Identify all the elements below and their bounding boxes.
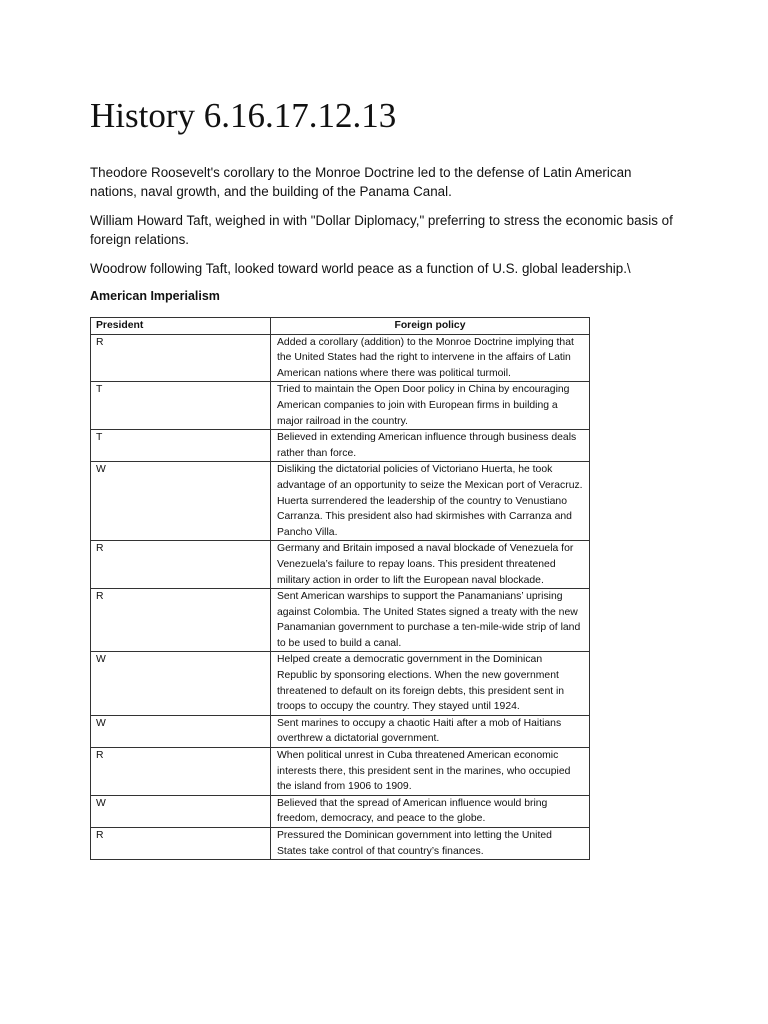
president-cell: W	[91, 795, 271, 827]
policy-cell: Believed in extending American influence through business deals rather than force.	[271, 430, 590, 462]
policy-cell: When political unrest in Cuba threatened American economic interests there, this president sent in the marines, who occupied the island from 1906 to 1909.	[271, 748, 590, 796]
president-cell: R	[91, 828, 271, 860]
president-cell: W	[91, 652, 271, 715]
president-cell: R	[91, 541, 271, 589]
policy-cell: Disliking the dictatorial policies of Victoriano Huerta, he took advantage of an opportunity to seize the Mexican port of Veracruz. Huerta surrendered the leadership of the country to Venustiano Carranza. This president also had skirmishes with Carranza and Pancho Villa.	[271, 462, 590, 541]
table-row	[91, 795, 590, 827]
section-heading: American Imperialism	[90, 289, 220, 303]
policy-cell: Pressured the Dominican government into letting the United States take control of that country’s finances.	[271, 828, 590, 860]
table-header-row	[91, 318, 590, 335]
table-row	[91, 541, 590, 589]
president-cell: R	[91, 334, 271, 382]
table-row	[91, 589, 590, 652]
policy-cell: Helped create a democratic government in the Dominican Republic by sponsoring elections. When the new government threatened to default on its foreign debts, this president sent in troops to occupy the country. They stayed until 1924.	[271, 652, 590, 715]
president-cell: T	[91, 430, 271, 462]
table-row	[91, 382, 590, 430]
president-cell: R	[91, 748, 271, 796]
president-cell: W	[91, 462, 271, 541]
paragraph-roosevelt: Theodore Roosevelt's corollary to the Monroe Doctrine led to the defense of Latin American nations, naval growth, and the building of the Panama Canal.	[90, 165, 632, 199]
paragraph-wilson: Woodrow following Taft, looked toward world peace as a function of U.S. global leadership.\	[90, 261, 631, 276]
table-row	[91, 430, 590, 462]
president-cell: W	[91, 715, 271, 747]
policy-cell: Sent American warships to support the Panamanians’ uprising against Colombia. The United States signed a treaty with the new Panamanian government to purchase a ten-mile-wide strip of land to be used to build a canal.	[271, 589, 590, 652]
president-cell: T	[91, 382, 271, 430]
table-row	[91, 715, 590, 747]
table-row	[91, 748, 590, 796]
table-row	[91, 652, 590, 715]
policy-cell: Believed that the spread of American influence would bring freedom, democracy, and peace to the globe.	[271, 795, 590, 827]
policy-cell: Sent marines to occupy a chaotic Haiti after a mob of Haitians overthrew a dictatorial government.	[271, 715, 590, 747]
table-row	[91, 828, 590, 860]
policy-cell: Added a corollary (addition) to the Monroe Doctrine implying that the United States had the right to intervene in the affairs of Latin American nations where there was political turmoil.	[271, 334, 590, 382]
column-header-president: President	[91, 318, 271, 335]
policy-cell: Tried to maintain the Open Door policy in China by encouraging American companies to join with European firms in building a major railroad in the country.	[271, 382, 590, 430]
table-row	[91, 462, 590, 541]
table-row	[91, 334, 590, 382]
imperialism-table	[90, 317, 590, 860]
president-cell: R	[91, 589, 271, 652]
page-title: History 6.16.17.12.13	[90, 96, 397, 135]
policy-cell: Germany and Britain imposed a naval blockade of Venezuela for Venezuela’s failure to repay loans. This president threatened military action in order to lift the European naval blockade.	[271, 541, 590, 589]
paragraph-taft: William Howard Taft, weighed in with "Dollar Diplomacy," preferring to stress the economic basis of foreign relations.	[90, 213, 673, 247]
column-header-foreign-policy: Foreign policy	[271, 318, 590, 335]
